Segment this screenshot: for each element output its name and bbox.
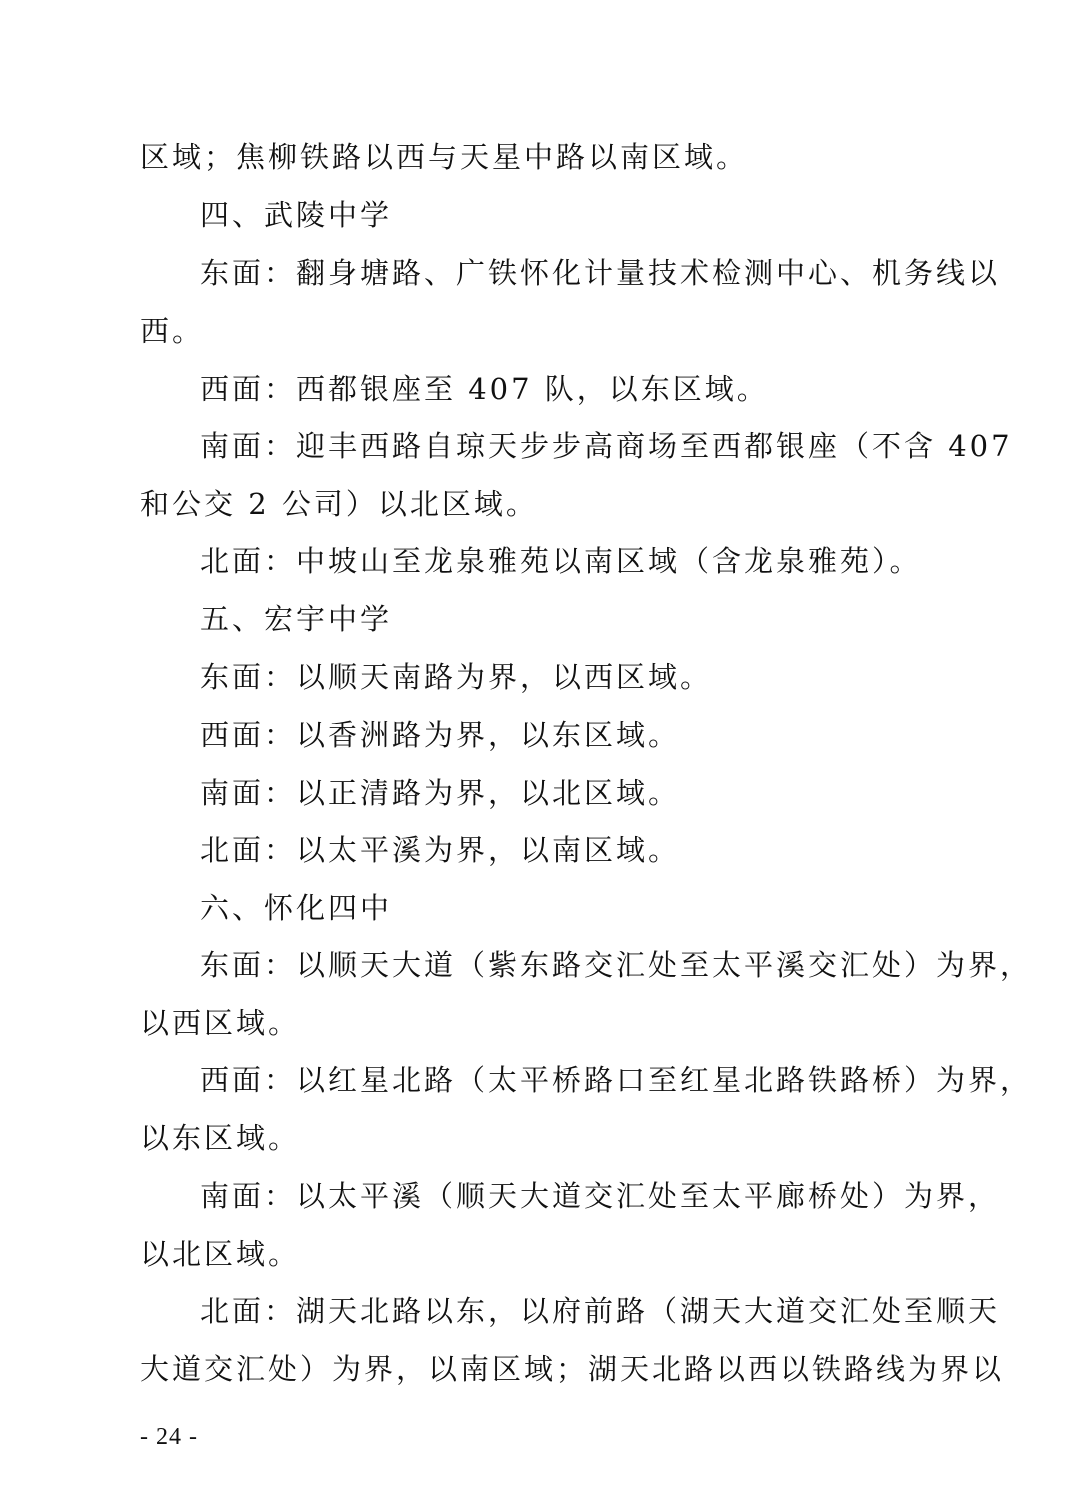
text-line-continuation: 区域；焦柳铁路以西与天星中路以南区域。 xyxy=(140,140,749,174)
text-line-east: 东面：以顺天南路为界，以西区域。 xyxy=(200,660,713,694)
text-line-west: 西面：以香洲路为界，以东区域。 xyxy=(200,718,681,752)
text-line-south: 南面：以正清路为界，以北区域。 xyxy=(200,776,681,810)
text-line-north: 北面：以太平溪为界，以南区域。 xyxy=(200,833,681,867)
text-line-south-end: 以北区域。 xyxy=(140,1237,301,1271)
text-line-south-end: 和公交 2 公司）以北区域。 xyxy=(140,487,538,521)
text-line-west: 西面：西都银座至 407 队，以东区域。 xyxy=(200,372,769,406)
text-line-east-start: 东面：翻身塘路、广铁怀化计量技术检测中心、机务线以 xyxy=(200,256,1001,290)
text-line-east-start: 东面：以顺天大道（紫东路交汇处至太平溪交汇处）为界， xyxy=(200,948,1033,982)
text-line-north-cont: 大道交汇处）为界，以南区域；湖天北路以西以铁路线为界以 xyxy=(140,1352,1005,1386)
text-line-south-start: 南面：以太平溪（顺天大道交汇处至太平廊桥处）为界， xyxy=(200,1179,1001,1213)
text-line-east-end: 以西区域。 xyxy=(140,1006,301,1040)
text-line-north: 北面：中坡山至龙泉雅苑以南区域（含龙泉雅苑）。 xyxy=(200,544,922,578)
section-heading-hongyu: 五、宏宇中学 xyxy=(200,602,393,636)
page-number: - 24 - xyxy=(140,1424,198,1450)
text-line-west-end: 以东区域。 xyxy=(140,1121,301,1155)
section-heading-huaihua-four: 六、怀化四中 xyxy=(200,891,393,925)
text-line-west-start: 西面：以红星北路（太平桥路口至红星北路铁路桥）为界， xyxy=(200,1063,1033,1097)
text-line-south-start: 南面：迎丰西路自琼天步步高商场至西都银座（不含 407 xyxy=(200,429,1013,463)
section-heading-wuling: 四、武陵中学 xyxy=(200,198,393,232)
text-line-east-end: 西。 xyxy=(140,314,205,348)
text-line-north-start: 北面：湖天北路以东，以府前路（湖天大道交汇处至顺天 xyxy=(200,1294,1001,1328)
